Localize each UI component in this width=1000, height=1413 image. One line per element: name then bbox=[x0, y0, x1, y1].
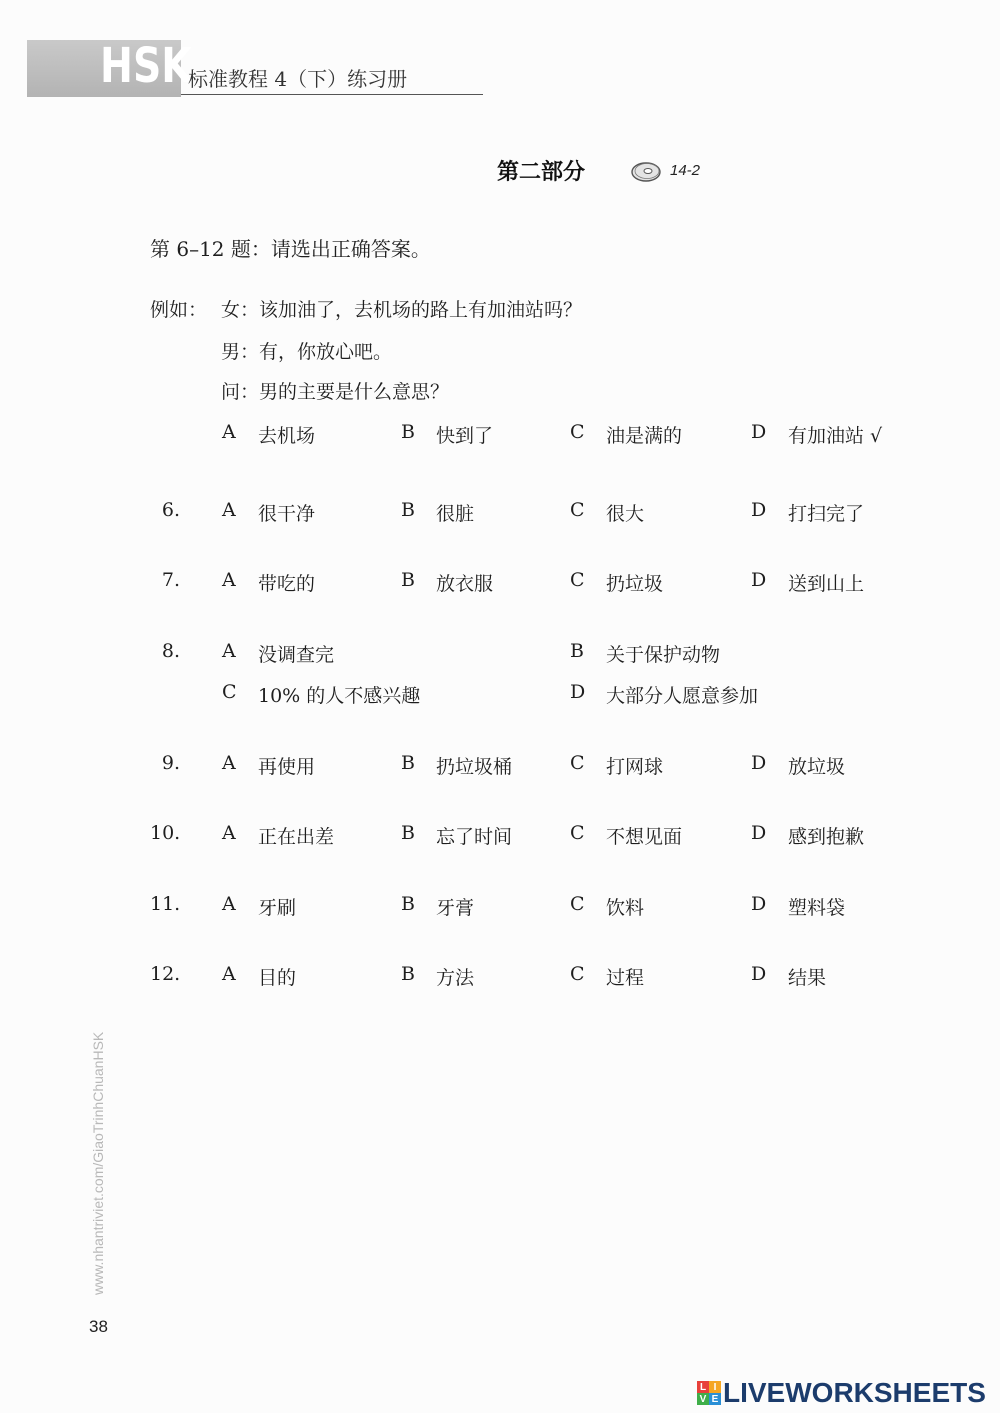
track-number: 14-2 bbox=[670, 162, 701, 179]
option-b[interactable]: 关于保护动物 bbox=[606, 644, 721, 666]
badge-letter: V bbox=[697, 1393, 709, 1405]
option-d[interactable]: 塑料袋 bbox=[788, 897, 846, 919]
question-row bbox=[0, 752, 1000, 782]
option-a[interactable]: 牙刷 bbox=[258, 897, 297, 919]
option-d[interactable]: 放垃圾 bbox=[788, 756, 846, 778]
option-letter: B bbox=[570, 640, 584, 662]
option-letter: B bbox=[401, 752, 415, 774]
example-options bbox=[0, 421, 1000, 451]
badge-letter: I bbox=[709, 1381, 721, 1393]
check-mark: √ bbox=[870, 425, 883, 447]
option-b[interactable]: 放衣服 bbox=[436, 573, 494, 595]
option-c[interactable]: 很大 bbox=[606, 503, 645, 525]
example-dialogue-woman: 女：该加油了，去机场的路上有加油站吗？ bbox=[221, 299, 583, 321]
option-letter: D bbox=[751, 499, 767, 521]
example-option-c[interactable]: 油是满的 bbox=[606, 425, 683, 447]
option-c[interactable]: 打网球 bbox=[606, 756, 664, 778]
question-row bbox=[0, 640, 1000, 670]
option-letter: B bbox=[401, 963, 415, 985]
example-option-d[interactable] bbox=[788, 421, 882, 448]
option-letter: A bbox=[222, 640, 236, 662]
option-letter: D bbox=[751, 893, 767, 915]
option-d[interactable]: 大部分人愿意参加 bbox=[606, 685, 759, 707]
book-title: 标准教程 4（下）练习册 bbox=[188, 67, 408, 91]
option-letter: C bbox=[570, 893, 585, 915]
option-letter: D bbox=[751, 569, 767, 591]
question-number: 10. bbox=[150, 822, 181, 844]
question-number: 7. bbox=[161, 569, 180, 591]
option-letter: A bbox=[222, 893, 236, 915]
example-option-b[interactable]: 快到了 bbox=[436, 425, 494, 447]
option-letter: C bbox=[570, 822, 585, 844]
option-b[interactable]: 牙膏 bbox=[436, 897, 475, 919]
live-badge-icon bbox=[697, 1381, 721, 1405]
question-number: 12. bbox=[150, 963, 181, 985]
option-letter: B bbox=[401, 499, 415, 521]
option-a[interactable]: 带吃的 bbox=[258, 573, 316, 595]
publisher-watermark: www.nhantriviet.com/GiaoTrinhChuanHSK bbox=[90, 1031, 106, 1295]
question-number: 11. bbox=[150, 893, 181, 915]
example-label: 例如： bbox=[150, 299, 208, 321]
liveworksheets-wordmark: LIVEWORKSHEETS bbox=[723, 1377, 986, 1408]
option-a[interactable]: 没调查完 bbox=[258, 644, 335, 666]
option-letter: D bbox=[570, 681, 586, 703]
option-b[interactable]: 方法 bbox=[436, 967, 475, 989]
option-a[interactable]: 正在出差 bbox=[258, 826, 335, 848]
badge-letter: L bbox=[697, 1381, 709, 1393]
option-b[interactable]: 扔垃圾桶 bbox=[436, 756, 513, 778]
example-question: 问：男的主要是什么意思？ bbox=[221, 381, 450, 403]
example-option-a[interactable]: 去机场 bbox=[258, 425, 316, 447]
question-row bbox=[0, 963, 1000, 993]
option-c[interactable]: 饮料 bbox=[606, 897, 645, 919]
option-b[interactable]: 很脏 bbox=[436, 503, 475, 525]
option-c[interactable]: 不想见面 bbox=[606, 826, 683, 848]
option-letter: C bbox=[570, 569, 585, 591]
example-dialogue-man: 男：有，你放心吧。 bbox=[221, 341, 393, 363]
question-row bbox=[0, 893, 1000, 923]
option-letter: A bbox=[222, 963, 236, 985]
option-letter: A bbox=[222, 822, 236, 844]
option-letter: D bbox=[751, 752, 767, 774]
question-row bbox=[0, 569, 1000, 599]
question-number: 8. bbox=[161, 640, 180, 662]
option-c[interactable]: 扔垃圾 bbox=[606, 573, 664, 595]
option-letter: A bbox=[222, 421, 236, 443]
option-letter: B bbox=[401, 421, 415, 443]
option-letter: D bbox=[751, 421, 767, 443]
question-row-continued bbox=[0, 681, 1000, 711]
option-letter: A bbox=[222, 569, 236, 591]
option-letter: C bbox=[222, 681, 237, 703]
option-letter: D bbox=[751, 963, 767, 985]
option-b[interactable]: 忘了时间 bbox=[436, 826, 513, 848]
hsk-logo-text: HSK bbox=[100, 38, 192, 94]
option-d[interactable]: 打扫完了 bbox=[788, 503, 865, 525]
question-row bbox=[0, 822, 1000, 852]
option-letter: B bbox=[401, 569, 415, 591]
option-letter: B bbox=[401, 822, 415, 844]
option-letter: A bbox=[222, 499, 236, 521]
badge-letter: E bbox=[709, 1393, 721, 1405]
option-letter: C bbox=[570, 421, 585, 443]
option-c[interactable]: 过程 bbox=[606, 967, 645, 989]
question-number: 9. bbox=[161, 752, 180, 774]
option-a[interactable]: 目的 bbox=[258, 967, 297, 989]
option-d[interactable]: 结果 bbox=[788, 967, 827, 989]
example-option-d-text: 有加油站 bbox=[788, 425, 865, 447]
option-letter: C bbox=[570, 499, 585, 521]
option-d[interactable]: 感到抱歉 bbox=[788, 826, 865, 848]
option-a[interactable]: 再使用 bbox=[258, 756, 316, 778]
option-letter: D bbox=[751, 822, 767, 844]
instruction: 第 6–12 题：请选出正确答案。 bbox=[150, 237, 431, 261]
option-letter: B bbox=[401, 893, 415, 915]
option-letter: C bbox=[570, 963, 585, 985]
cd-icon bbox=[630, 159, 664, 183]
question-row bbox=[0, 499, 1000, 529]
page-number: 38 bbox=[89, 1317, 108, 1336]
liveworksheets-logo[interactable] bbox=[697, 1378, 986, 1408]
option-letter: A bbox=[222, 752, 236, 774]
question-number: 6. bbox=[161, 499, 180, 521]
section-title: 第二部分 bbox=[497, 159, 586, 185]
option-c[interactable]: 10% 的人不感兴趣 bbox=[258, 685, 421, 707]
option-letter: C bbox=[570, 752, 585, 774]
option-d[interactable]: 送到山上 bbox=[788, 573, 865, 595]
option-a[interactable]: 很干净 bbox=[258, 503, 316, 525]
header-divider bbox=[181, 94, 483, 95]
